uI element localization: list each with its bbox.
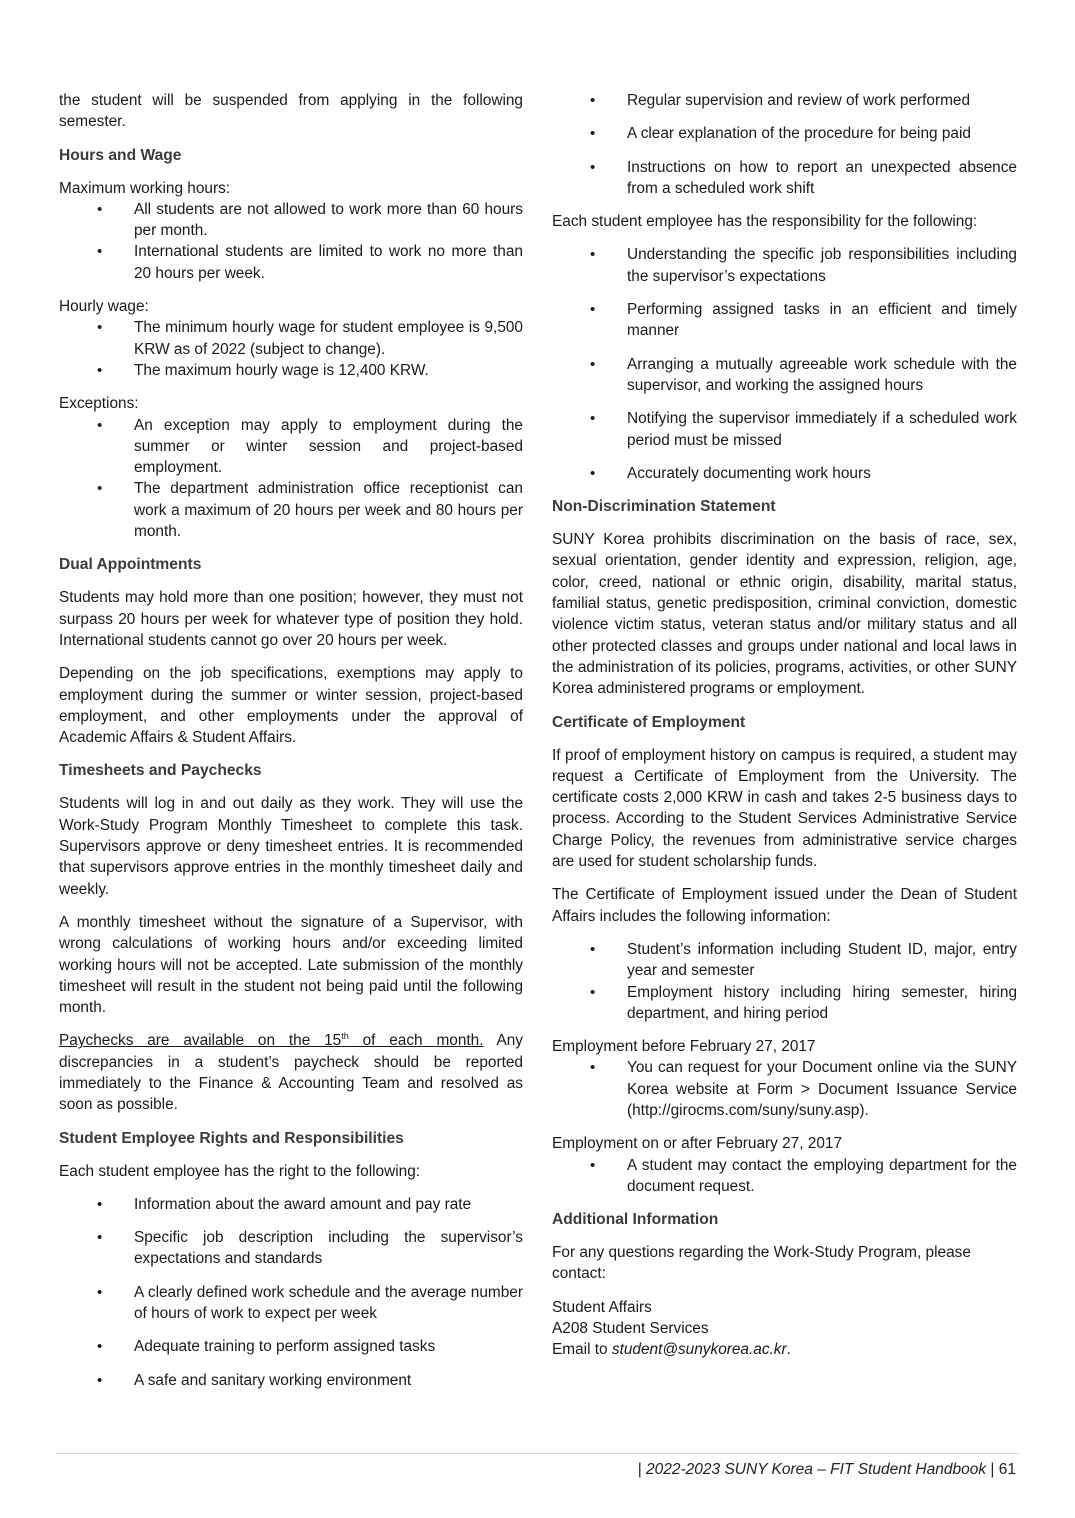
hours-heading: Hours and Wage — [59, 146, 182, 164]
list-item: • International students are limited to work no more than 20 hours per week. — [59, 241, 523, 284]
right-column — [552, 90, 1017, 1361]
list-item: • Specific job description including the supervisor’s expectations and standards — [59, 1227, 523, 1270]
after-list — [552, 1155, 1017, 1198]
dual-para-2: Depending on the job specifications, exemptions may apply to employment during the summer or winter session, project-based employment, and other employments under the approval of Academic Affairs & Student Affairs. — [59, 665, 523, 747]
rights-list — [59, 1194, 523, 1391]
footer-title: 2022-2023 SUNY Korea – FIT Student Handbook — [646, 1461, 987, 1478]
email-suffix: . — [786, 1341, 791, 1359]
list-item: • Understanding the specific job responsibilities including the supervisor’s expectations — [552, 244, 1017, 287]
list-item: • You can request for your Document online via the SUNY Korea website at Form > Document Issuance Service (http://girocms.com/suny/suny.asp). — [552, 1057, 1017, 1121]
page-number: 61 — [998, 1461, 1016, 1478]
contact-block — [552, 1297, 1017, 1361]
paychecks-para — [59, 1030, 523, 1115]
list-item: • Notifying the supervisor immediately if a scheduled work period must be missed — [552, 408, 1017, 451]
rights-heading: Student Employee Rights and Responsibilities — [59, 1129, 404, 1147]
list-item: • An exception may apply to employment during the summer or winter session and project-based employment. — [59, 415, 523, 479]
dual-heading: Dual Appointments — [59, 556, 202, 574]
additional-heading: Additional Information — [552, 1211, 719, 1229]
list-item: • The maximum hourly wage is 12,400 KRW. — [59, 360, 523, 381]
nondiscrimination-heading: Non-Discrimination Statement — [552, 498, 776, 516]
ordinal-suffix: th — [341, 1031, 349, 1042]
list-item: • Performing assigned tasks in an efficient and timely manner — [552, 299, 1017, 342]
list-item: • Instructions on how to report an unexpected absence from a scheduled work shift — [552, 157, 1017, 200]
max-hours-list — [59, 199, 523, 284]
list-item: • Accurately documenting work hours — [552, 463, 1017, 484]
wage-label: Hourly wage: — [59, 298, 149, 316]
list-item: • Employment history including hiring semester, hiring department, and hiring period — [552, 982, 1017, 1025]
paychecks-underlined — [59, 1032, 484, 1049]
email-link[interactable]: student@sunykorea.ac.kr — [611, 1341, 787, 1359]
exceptions-label: Exceptions: — [59, 395, 139, 413]
list-item: • The minimum hourly wage for student employee is 9,500 KRW as of 2022 (subject to change). — [59, 317, 523, 360]
intro-text: the student will be suspended from applying in the following semester. — [59, 92, 523, 131]
paychecks-date-text: Paychecks are available on the 15 — [59, 1032, 342, 1050]
paychecks-date-text-end: of each month. — [348, 1032, 484, 1050]
max-hours-label: Maximum working hours: — [59, 179, 231, 197]
list-item: • Adequate training to perform assigned tasks — [59, 1336, 523, 1357]
rights-continued-list — [552, 90, 1017, 199]
left-column — [59, 90, 523, 1403]
list-item: • A safe and sanitary working environment — [59, 1370, 523, 1391]
wage-list — [59, 317, 523, 381]
before-label: Employment before February 27, 2017 — [552, 1038, 816, 1056]
nondiscrimination-text: SUNY Korea prohibits discrimination on the basis of race, sex, sexual orientation, gender identity and expression, religion, age, color, creed, national or ethnic origin, disability, marital status, familial status, genetic predisposition, criminal conviction, domestic violence victim status, veteran status and/or military status and all other protected classes and groups under national and local laws in the administration of its policies, programs, activities, or other SUNY Korea administered programs or employment. — [552, 531, 1017, 698]
list-item: • The department administration office receptionist can work a maximum of 20 hours per week and 80 hours per month. — [59, 478, 523, 542]
list-item: • A clearly defined work schedule and the average number of hours of work to expect per week — [59, 1282, 523, 1325]
before-list — [552, 1057, 1017, 1121]
responsibilities-intro: Each student employee has the responsibility for the following: — [552, 213, 978, 231]
paychecks-rest: Any discrepancies in a student’s paycheck should be reported immediately to the Finance & Accounting Team and resolved as soon as possible. — [59, 1032, 524, 1114]
after-label: Employment on or after February 27, 2017 — [552, 1135, 843, 1153]
contact-line-2: A208 Student Services — [552, 1320, 709, 1338]
list-item: • A student may contact the employing department for the document request. — [552, 1155, 1017, 1198]
certificate-para-1: If proof of employment history on campus is required, a student may request a Certificate of Employment from the University. The certificate costs 2,000 KRW in cash and takes 2-5 business days to process. According to the Student Services Administrative Service Charge Policy, the revenues from administrative service charges are used for student scholarship funds. — [552, 746, 1017, 871]
list-item: • Regular supervision and review of work performed — [552, 90, 1017, 111]
exceptions-list — [59, 415, 523, 543]
dual-para-1: Students may hold more than one position; however, they must not surpass 20 hours per week for whatever type of position they hold. International students cannot go over 20 hours per week. — [59, 589, 523, 649]
list-item: • Information about the award amount and pay rate — [59, 1194, 523, 1215]
certificate-info-list — [552, 939, 1017, 1024]
certificate-para-2: The Certificate of Employment issued under the Dean of Student Affairs includes the following information: — [552, 886, 1017, 925]
footer-separator-left: | — [637, 1461, 647, 1478]
list-item: • Student’s information including Student ID, major, entry year and semester — [552, 939, 1017, 982]
certificate-heading: Certificate of Employment — [552, 713, 746, 731]
rights-intro: Each student employee has the right to the following: — [59, 1162, 421, 1180]
list-item: • A clear explanation of the procedure for being paid — [552, 123, 1017, 144]
responsibilities-list — [552, 244, 1017, 484]
timesheets-para-1: Students will log in and out daily as they work. They will use the Work-Study Program Monthly Timesheet to complete this task. Supervisors approve or deny timesheet entries. It is recommended that supervisors approve entries in the monthly timesheet daily and weekly. — [59, 795, 523, 898]
list-item: • Arranging a mutually agreeable work schedule with the supervisor, and working the assigned hours — [552, 354, 1017, 397]
timesheets-heading: Timesheets and Paychecks — [59, 762, 262, 780]
timesheets-para-2: A monthly timesheet without the signature of a Supervisor, with wrong calculations of working hours and/or exceeding limited working hours will not be accepted. Late submission of the monthly timesheet will result in the student not being paid until the following month. — [59, 913, 523, 1017]
page-footer — [638, 1461, 1016, 1479]
footer-separator-right: | — [986, 1461, 999, 1478]
contact-line-1: Student Affairs — [552, 1298, 652, 1316]
footer-divider — [56, 1453, 1019, 1454]
email-prefix: Email to — [552, 1341, 612, 1359]
list-item: • All students are not allowed to work more than 60 hours per month. — [59, 199, 523, 242]
additional-text: For any questions regarding the Work-Study Program, please contact: — [552, 1244, 971, 1283]
